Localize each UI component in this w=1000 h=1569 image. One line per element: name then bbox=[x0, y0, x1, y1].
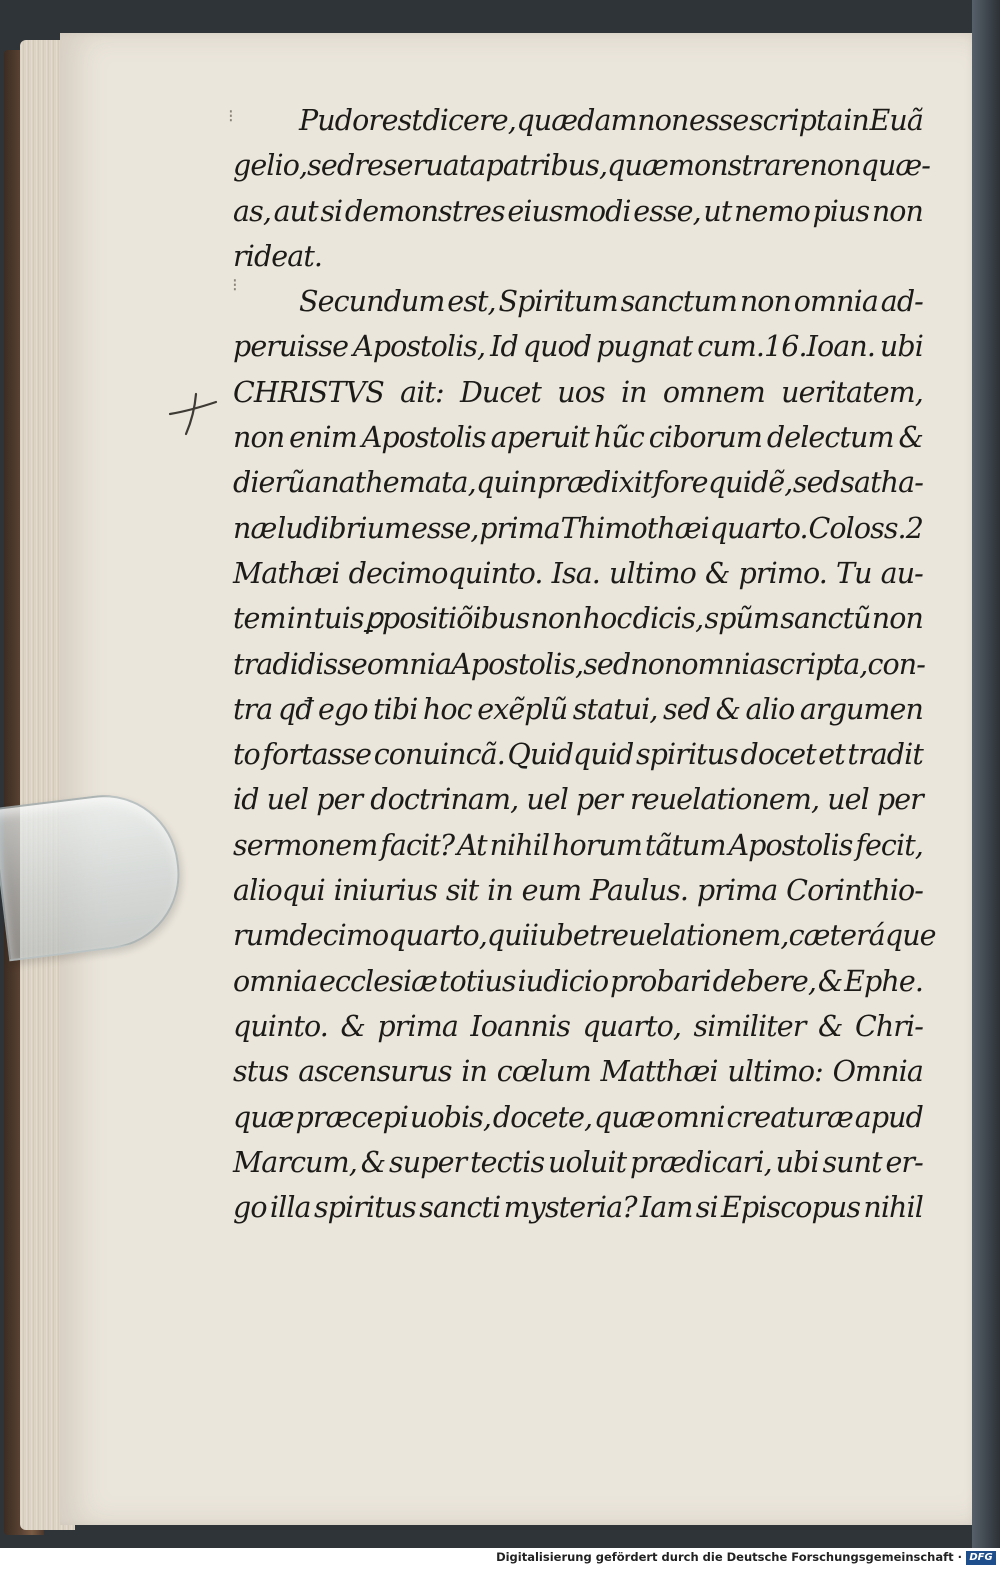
text-word: ultimo: bbox=[727, 1055, 823, 1089]
text-word: facit? bbox=[380, 828, 455, 862]
text-word: non bbox=[871, 194, 923, 228]
text-word: iniurius bbox=[333, 874, 438, 908]
text-line bbox=[233, 460, 923, 505]
text-line bbox=[233, 642, 923, 687]
text-line bbox=[233, 324, 923, 369]
text-word: sermonem bbox=[233, 828, 378, 862]
text-line bbox=[233, 1095, 923, 1140]
text-word: er- bbox=[885, 1145, 923, 1179]
dfg-logo: DFG bbox=[966, 1551, 996, 1565]
text-word: spiritus bbox=[635, 738, 738, 772]
text-word: sed bbox=[583, 647, 631, 681]
text-word: quidẽ, bbox=[707, 466, 793, 500]
text-word: & bbox=[817, 1009, 843, 1043]
text-word: Pudor bbox=[299, 104, 382, 137]
text-word: hũc bbox=[593, 421, 644, 455]
text-word: peruisse bbox=[233, 330, 349, 364]
text-word: est, bbox=[447, 285, 496, 319]
text-word: quarto, bbox=[582, 1009, 682, 1043]
text-word: quæ bbox=[233, 1100, 294, 1134]
scanner-border bbox=[972, 0, 1000, 1548]
text-word: prima bbox=[377, 1009, 458, 1043]
text-word: con- bbox=[867, 647, 925, 681]
text-word: Isa. bbox=[551, 556, 600, 590]
text-word: ueritatem, bbox=[781, 375, 923, 409]
text-line bbox=[233, 823, 923, 868]
text-word: ciborum bbox=[648, 421, 762, 455]
text-word: ultimo bbox=[609, 556, 696, 590]
text-word: Ioannis bbox=[470, 1009, 570, 1043]
text-line bbox=[233, 1004, 923, 1049]
text-word: quæ bbox=[607, 149, 668, 183]
text-word: non bbox=[530, 602, 582, 636]
text-word: mysteria? bbox=[503, 1191, 637, 1225]
text-word: eum bbox=[521, 874, 582, 908]
text-word: tibi bbox=[373, 692, 418, 726]
text-word: iubet bbox=[529, 919, 600, 953]
text-word: dicere, bbox=[422, 104, 516, 137]
text-word: si bbox=[320, 194, 343, 228]
text-word: prima bbox=[479, 511, 560, 545]
text-word: quod bbox=[522, 330, 592, 364]
text-word: sunt bbox=[822, 1145, 882, 1179]
text-word: hoc bbox=[582, 602, 632, 636]
text-line bbox=[233, 777, 923, 822]
text-word: esse, bbox=[410, 511, 479, 545]
text-word: non bbox=[871, 602, 923, 636]
text-word: monstrare bbox=[667, 149, 810, 183]
text-word: argumen bbox=[799, 692, 923, 726]
text-line bbox=[233, 279, 923, 324]
text-word: præcepi bbox=[295, 1100, 409, 1134]
text-word: quinto. bbox=[233, 1009, 328, 1043]
text-word: in bbox=[620, 375, 647, 409]
text-word: anathemata, bbox=[305, 466, 476, 500]
text-word: & bbox=[817, 964, 843, 998]
text-word: ludibrium bbox=[277, 511, 411, 545]
text-word: ascensurus bbox=[298, 1055, 452, 1089]
text-word: esse bbox=[688, 104, 749, 137]
text-word: & bbox=[360, 1145, 386, 1179]
text-word: quarto. bbox=[709, 511, 808, 545]
text-word: quæ- bbox=[860, 149, 931, 183]
text-word: tradidisse bbox=[233, 647, 367, 681]
text-word: aperuit bbox=[490, 421, 589, 455]
text-word: dicis, bbox=[632, 602, 704, 636]
text-word: sed bbox=[792, 466, 840, 500]
text-word: prædicari, bbox=[629, 1145, 772, 1179]
text-word: Apostolis bbox=[728, 828, 853, 862]
text-word: sanctũ bbox=[780, 602, 871, 636]
text-word: pugnat bbox=[596, 330, 693, 364]
text-word: qđ bbox=[277, 692, 313, 726]
text-line bbox=[233, 1185, 923, 1230]
text-word: demonstres bbox=[344, 194, 505, 228]
funding-credit: Digitalisierung gefördert durch die Deutsche Forschungsgemeinschaft · bbox=[496, 1550, 962, 1564]
text-word: nihil bbox=[489, 828, 550, 862]
text-word: Ephe. bbox=[844, 964, 923, 998]
text-word: satha- bbox=[840, 466, 923, 500]
text-word: go bbox=[233, 1191, 267, 1225]
handwritten-cross-mark bbox=[168, 390, 218, 440]
text-word: spiritus bbox=[313, 1191, 416, 1225]
text-word: non bbox=[637, 104, 689, 137]
text-word: Paulus. bbox=[589, 874, 689, 908]
text-word: quæ bbox=[594, 1100, 655, 1134]
text-word: Apostolis, bbox=[451, 647, 584, 681]
text-line bbox=[233, 1140, 923, 1185]
text-word: debere, bbox=[712, 964, 817, 998]
text-word: docet bbox=[740, 738, 816, 772]
text-word: quædam bbox=[516, 104, 637, 137]
text-line bbox=[233, 551, 923, 596]
text-word: au- bbox=[880, 556, 923, 590]
text-word: Apostolis, bbox=[353, 330, 486, 364]
text-word: & bbox=[898, 421, 923, 455]
text-word: Ducet bbox=[459, 375, 541, 409]
text-word: non bbox=[809, 149, 861, 183]
text-word: CHRISTVS bbox=[233, 375, 384, 409]
text-word: ecclesiæ bbox=[318, 964, 438, 998]
text-word: nihil bbox=[863, 1191, 923, 1225]
text-line bbox=[233, 143, 931, 188]
text-word: pius bbox=[812, 194, 870, 228]
text-word: tuis bbox=[313, 602, 364, 636]
text-line bbox=[233, 732, 923, 777]
text-word: Secundum bbox=[299, 285, 445, 319]
text-word: enim bbox=[289, 421, 357, 455]
margin-dot: ⁝ bbox=[228, 106, 234, 127]
text-line bbox=[233, 868, 923, 913]
text-word: Spiritum bbox=[498, 285, 618, 319]
text-word: in bbox=[461, 1055, 487, 1089]
text-word: Tu bbox=[835, 556, 872, 590]
text-word: omnia bbox=[793, 285, 878, 319]
text-word: conuincã. bbox=[373, 738, 505, 772]
text-word: quin bbox=[476, 466, 537, 500]
text-word: omnia bbox=[366, 647, 452, 681]
text-word: stus bbox=[233, 1055, 289, 1089]
text-word: Euã bbox=[869, 104, 923, 137]
text-word: dierũ bbox=[233, 466, 305, 500]
text-word: Id bbox=[490, 330, 518, 364]
text-line bbox=[233, 506, 923, 551]
text-word: uoluit bbox=[548, 1145, 627, 1179]
text-word: to bbox=[233, 738, 260, 772]
text-word: in bbox=[487, 874, 513, 908]
text-word: reuelationem, bbox=[630, 783, 820, 817]
text-word: exẽplũ bbox=[477, 692, 568, 726]
text-word: in bbox=[286, 602, 313, 636]
text-word: non bbox=[233, 421, 285, 455]
text-word: & bbox=[715, 692, 741, 726]
text-word: est bbox=[381, 104, 422, 137]
text-word: si bbox=[695, 1191, 718, 1225]
text-word: sed bbox=[663, 692, 711, 726]
text-word: Quidquid bbox=[507, 738, 634, 772]
text-word: omnia bbox=[681, 647, 766, 681]
text-word: omni bbox=[656, 1100, 725, 1134]
text-word: Matthæi bbox=[600, 1055, 718, 1089]
text-line bbox=[233, 1049, 923, 1094]
text-word: fecit, bbox=[855, 828, 923, 862]
text-word: cum.16.Ioan. bbox=[697, 330, 875, 364]
text-word: uel bbox=[827, 783, 869, 817]
text-word: tãtum bbox=[644, 828, 726, 862]
text-word: Iam bbox=[639, 1191, 693, 1225]
text-word: qui bbox=[486, 919, 530, 953]
text-word: alio bbox=[745, 692, 795, 726]
text-word: decimoquarto, bbox=[289, 919, 487, 953]
text-word: reuelationem, bbox=[599, 919, 789, 953]
text-word: doctrinam, bbox=[370, 783, 519, 817]
text-line bbox=[233, 913, 936, 958]
text-word: næ bbox=[233, 511, 277, 545]
text-line bbox=[233, 370, 923, 415]
text-word: Episcopus bbox=[721, 1191, 861, 1225]
text-word: Apostolis bbox=[361, 421, 486, 455]
text-word: apud bbox=[854, 1100, 923, 1134]
text-word: prædixit bbox=[537, 466, 653, 500]
text-word: as, bbox=[233, 194, 271, 228]
text-word: iudicio bbox=[517, 964, 609, 998]
text-word: esse, bbox=[633, 194, 701, 228]
text-word: ut bbox=[703, 194, 732, 228]
text-line bbox=[233, 959, 923, 1004]
text-word: creaturæ bbox=[726, 1100, 853, 1134]
text-word: omnem bbox=[662, 375, 765, 409]
text-word: uos bbox=[557, 375, 605, 409]
text-word: At bbox=[457, 828, 487, 862]
text-word: uobis, bbox=[409, 1100, 492, 1134]
text-word: uel bbox=[526, 783, 568, 817]
text-word: reseruata bbox=[354, 149, 486, 183]
text-word: aut bbox=[273, 194, 318, 228]
text-word: omnia bbox=[233, 964, 318, 998]
text-word: hoc bbox=[422, 692, 472, 726]
text-word: et bbox=[818, 738, 845, 772]
text-word: tradit bbox=[847, 738, 923, 772]
text-word: non bbox=[739, 285, 791, 319]
text-word: scripta, bbox=[765, 647, 868, 681]
text-word: eiusmodi bbox=[507, 194, 631, 228]
text-line bbox=[233, 415, 923, 460]
text-word: uel bbox=[266, 783, 309, 817]
text-word: ad- bbox=[880, 285, 923, 319]
text-word: per bbox=[575, 783, 623, 817]
text-word: cœlum bbox=[496, 1055, 591, 1089]
text-word: scripta bbox=[748, 104, 843, 137]
text-word: docete, bbox=[492, 1100, 593, 1134]
text-word: gelio, bbox=[233, 149, 308, 183]
text-word: Marcum, bbox=[233, 1145, 357, 1179]
text-word: id bbox=[233, 783, 259, 817]
text-word: rum bbox=[233, 919, 290, 953]
text-line bbox=[233, 687, 923, 732]
margin-dot: ⁝ bbox=[232, 275, 238, 296]
text-word: nemo bbox=[734, 194, 810, 228]
text-word: ego bbox=[318, 692, 368, 726]
text-word: Chri- bbox=[854, 1009, 923, 1043]
text-word: spũm bbox=[704, 602, 780, 636]
text-word: statui, bbox=[572, 692, 658, 726]
text-line bbox=[233, 234, 923, 279]
text-word: in bbox=[843, 104, 869, 137]
text-word: delectum bbox=[766, 421, 894, 455]
text-word: tectis bbox=[470, 1145, 545, 1179]
text-word: Omnia bbox=[832, 1055, 923, 1089]
text-word: sanctum bbox=[620, 285, 738, 319]
text-word: Corinthio- bbox=[786, 874, 923, 908]
text-word: tem bbox=[233, 602, 286, 636]
text-word: prima bbox=[696, 874, 778, 908]
text-word: totius bbox=[438, 964, 516, 998]
text-line bbox=[233, 189, 923, 234]
text-word: ubi bbox=[775, 1145, 819, 1179]
text-word: fore bbox=[652, 466, 708, 500]
text-word: primo. bbox=[738, 556, 827, 590]
text-word: tra bbox=[233, 692, 273, 726]
text-word: ꝑpositiõibus bbox=[364, 602, 530, 636]
text-word: similiter bbox=[693, 1009, 806, 1043]
text-line bbox=[233, 596, 923, 641]
text-word: probari bbox=[610, 964, 711, 998]
text-word: non bbox=[630, 647, 682, 681]
text-word: sed bbox=[307, 149, 355, 183]
text-word: fortasse bbox=[262, 738, 372, 772]
text-block bbox=[233, 98, 936, 1230]
text-word: sancti bbox=[419, 1191, 501, 1225]
text-word: ait: bbox=[400, 375, 444, 409]
text-word: cæteráque bbox=[788, 919, 936, 953]
text-word: & bbox=[704, 556, 730, 590]
text-word: horum bbox=[551, 828, 643, 862]
text-word: Thimothæi bbox=[560, 511, 709, 545]
text-word: & bbox=[340, 1009, 365, 1043]
text-word: rideat. bbox=[233, 239, 323, 273]
text-word: patribus, bbox=[485, 149, 608, 183]
text-word: illa bbox=[269, 1191, 311, 1225]
text-word: sit bbox=[445, 874, 479, 908]
text-word: Mathæi bbox=[233, 556, 340, 590]
text-word: alioqui bbox=[233, 874, 325, 908]
text-word: Coloss.2 bbox=[808, 511, 923, 545]
text-word: ubi bbox=[879, 330, 923, 364]
text-word: super bbox=[389, 1145, 467, 1179]
text-word: per bbox=[876, 783, 923, 817]
text-word: per bbox=[316, 783, 363, 817]
footer-bar bbox=[0, 1548, 1000, 1569]
text-line bbox=[233, 98, 923, 143]
text-word: decimoquinto. bbox=[348, 556, 543, 590]
